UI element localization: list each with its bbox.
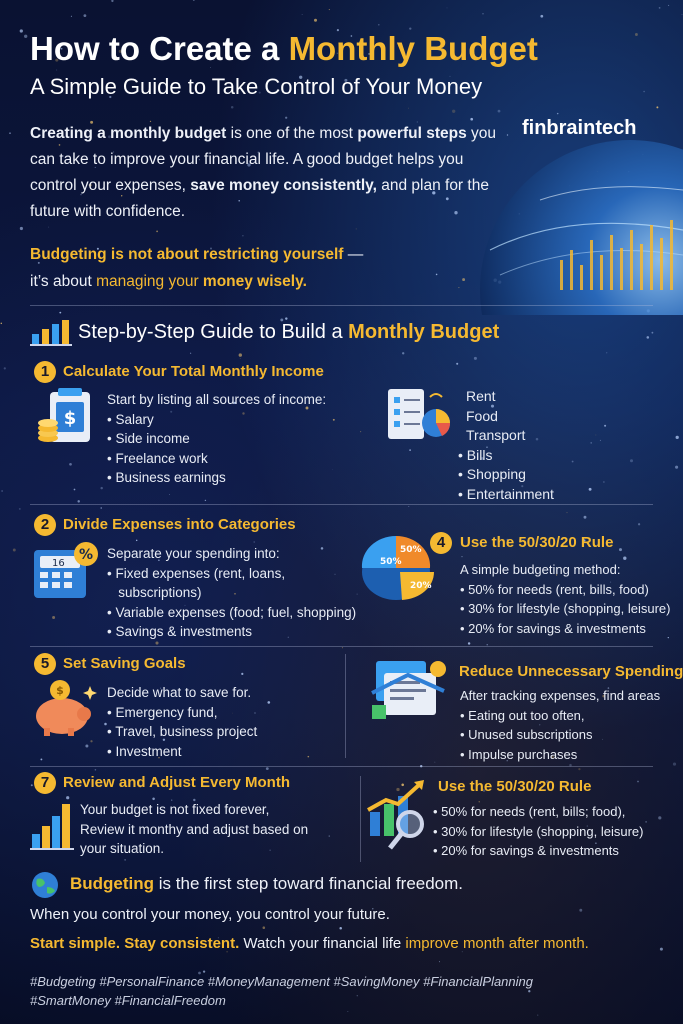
star bbox=[85, 745, 88, 748]
star bbox=[20, 29, 23, 32]
star bbox=[77, 500, 79, 502]
brand-logo: finbraintech bbox=[522, 117, 637, 139]
list-item: • 50% for needs (rent, bills, food) bbox=[460, 581, 649, 597]
star bbox=[507, 134, 508, 135]
star bbox=[647, 336, 650, 339]
star bbox=[557, 113, 558, 114]
star bbox=[498, 110, 501, 113]
star bbox=[584, 516, 587, 519]
step-7-line: Review it monthy and adjust based on bbox=[80, 821, 309, 837]
star bbox=[242, 235, 243, 236]
growth-chart-icon bbox=[30, 800, 74, 852]
star bbox=[263, 926, 266, 929]
star bbox=[596, 435, 597, 436]
star bbox=[31, 784, 33, 786]
star bbox=[572, 461, 574, 463]
star bbox=[239, 353, 242, 356]
star bbox=[1, 323, 2, 324]
star bbox=[169, 494, 170, 495]
calculator-display: 16 bbox=[52, 558, 65, 569]
list-item: • Variable expenses (food; fuel, shopping) bbox=[107, 604, 357, 620]
star bbox=[604, 425, 606, 427]
star bbox=[643, 91, 645, 93]
star bbox=[285, 117, 287, 119]
step-2-body bbox=[107, 544, 356, 642]
footer-highlight: Start simple. Stay consistent. bbox=[30, 935, 240, 952]
star bbox=[603, 481, 604, 482]
checklist-icon bbox=[384, 385, 454, 445]
step-2-title: Divide Expenses into Categories bbox=[63, 516, 296, 533]
receipt-icon bbox=[368, 655, 448, 727]
star bbox=[24, 35, 27, 38]
star bbox=[314, 19, 317, 22]
svg-text:$: $ bbox=[56, 684, 64, 697]
list-item: • 30% for lifestyle (shopping, leisure) bbox=[433, 823, 644, 839]
list-item: • Shopping bbox=[458, 466, 526, 482]
star bbox=[266, 767, 269, 770]
intro-run: save money consistently, bbox=[190, 177, 377, 194]
star bbox=[9, 132, 11, 134]
guide-heading-text: Step-by-Step Guide to Build a bbox=[78, 321, 349, 343]
step-4-body bbox=[460, 560, 670, 638]
list-item: • Freelance work bbox=[107, 450, 208, 466]
star bbox=[676, 436, 679, 439]
star bbox=[83, 14, 86, 17]
pie-label: 50% bbox=[400, 545, 422, 555]
divider bbox=[30, 504, 653, 505]
star bbox=[90, 740, 92, 742]
star bbox=[19, 508, 21, 510]
intro-run: powerful steps bbox=[357, 125, 467, 142]
star bbox=[339, 927, 342, 930]
star bbox=[402, 352, 404, 354]
coins-icon bbox=[38, 419, 58, 442]
step-7-number: 7 bbox=[34, 772, 56, 794]
list-item: • Bills bbox=[458, 446, 493, 463]
star bbox=[434, 762, 435, 763]
intro-paragraph bbox=[30, 121, 500, 225]
list-item: • 20% for savings & investments bbox=[460, 620, 646, 636]
footer-highlight: Budgeting bbox=[70, 874, 155, 893]
step-7-line: your situation. bbox=[80, 841, 165, 856]
star bbox=[40, 758, 42, 760]
star bbox=[619, 548, 622, 551]
star bbox=[240, 358, 241, 359]
star bbox=[635, 33, 638, 36]
star bbox=[342, 647, 343, 648]
svg-text:%: % bbox=[78, 547, 94, 563]
star bbox=[468, 642, 470, 644]
page-subtitle: A Simple Guide to Take Control of Your Money bbox=[30, 74, 483, 99]
star bbox=[59, 312, 61, 314]
list-item: • 30% for lifestyle (shopping, leisure) bbox=[460, 601, 671, 616]
star bbox=[408, 506, 409, 507]
star bbox=[682, 14, 683, 15]
list-item: subscriptions) bbox=[107, 585, 202, 600]
reduce-lead: After tracking expenses, find areas bbox=[460, 688, 661, 703]
list-item: • Savings & investments bbox=[107, 624, 253, 639]
intro-run: you can take to improve your financial life. A good budget helps you control your expenses, bbox=[30, 125, 497, 194]
star bbox=[308, 756, 310, 758]
step-1-lead: Start by listing all sources of income: bbox=[107, 392, 327, 407]
intro-emphasis-line2: it’s about bbox=[30, 273, 97, 290]
step-5-number: 5 bbox=[34, 653, 56, 675]
list-item: • 50% for needs (rent, bills; food), bbox=[433, 804, 626, 819]
title-highlight: Monthly Budget bbox=[288, 30, 538, 67]
star bbox=[668, 5, 669, 6]
footer-line-1 bbox=[70, 874, 463, 894]
intro-emphasis-hl1: managing your bbox=[96, 273, 203, 290]
star bbox=[205, 500, 206, 501]
star bbox=[332, 469, 333, 470]
list-item: • Salary bbox=[107, 411, 154, 427]
star bbox=[66, 796, 69, 799]
list-item: Rent bbox=[466, 388, 496, 404]
list-item: • Eating out too often, bbox=[460, 707, 585, 723]
star bbox=[156, 231, 158, 233]
star bbox=[474, 357, 477, 360]
star bbox=[660, 948, 663, 951]
hashtags bbox=[30, 972, 533, 1010]
star bbox=[71, 16, 72, 17]
star bbox=[329, 836, 330, 837]
star bbox=[408, 108, 409, 109]
title-text: How to Create a bbox=[30, 30, 289, 67]
earth-icon bbox=[31, 871, 59, 899]
step-4-lead: A simple budgeting method: bbox=[460, 562, 621, 577]
footer-line-3 bbox=[30, 935, 589, 952]
intro-run: is one of the most bbox=[226, 125, 358, 142]
star bbox=[285, 317, 287, 319]
star bbox=[124, 859, 125, 860]
step-5-title: Set Saving Goals bbox=[63, 655, 186, 672]
star bbox=[52, 616, 55, 619]
step-4-title: Use the 50/30/20 Rule bbox=[460, 534, 614, 551]
hashtag-line: #Budgeting #PersonalFinance #MoneyManagement #SavingMoney #FinancialPlanning bbox=[30, 974, 533, 989]
divider bbox=[30, 646, 653, 647]
star bbox=[1, 490, 3, 492]
star bbox=[100, 487, 102, 489]
star bbox=[254, 541, 255, 542]
step-7-body bbox=[80, 800, 308, 859]
hashtag-line: #SmartMoney #FinancialFreedom bbox=[30, 993, 226, 1008]
star bbox=[482, 13, 483, 14]
list-item: • Side income bbox=[107, 431, 190, 446]
star bbox=[579, 909, 582, 912]
star bbox=[439, 961, 440, 962]
step-5-lead: Decide what to save for. bbox=[107, 685, 252, 700]
expense-list bbox=[458, 387, 554, 504]
star bbox=[267, 701, 270, 704]
star bbox=[56, 69, 57, 70]
star bbox=[456, 363, 458, 365]
list-item: • Fixed expenses (rent, loans, bbox=[107, 565, 286, 581]
step-2-lead: Separate your spending into: bbox=[107, 546, 280, 561]
list-item: • Unused subscriptions bbox=[460, 727, 593, 742]
star bbox=[537, 1015, 538, 1016]
divider bbox=[30, 305, 653, 306]
star bbox=[190, 353, 191, 354]
star bbox=[673, 763, 676, 766]
step-2-number: 2 bbox=[34, 514, 56, 536]
list-item: • Entertainment bbox=[458, 485, 554, 502]
step-5-body bbox=[107, 683, 257, 761]
star bbox=[329, 9, 330, 10]
star bbox=[409, 449, 411, 451]
column-divider bbox=[345, 654, 346, 758]
step-1-number: 1 bbox=[34, 361, 56, 383]
star bbox=[630, 459, 633, 462]
star bbox=[567, 512, 568, 513]
pie-label: 20% bbox=[410, 581, 432, 591]
star bbox=[20, 227, 23, 230]
star bbox=[356, 228, 357, 229]
star bbox=[155, 641, 158, 644]
magnifier-icon bbox=[366, 776, 432, 856]
percent-icon bbox=[74, 542, 98, 566]
intro-emphasis bbox=[30, 241, 480, 295]
svg-text:$: $ bbox=[63, 408, 77, 429]
star bbox=[637, 781, 639, 783]
star bbox=[13, 549, 16, 552]
star bbox=[193, 0, 195, 1]
star bbox=[656, 106, 658, 108]
star bbox=[69, 463, 72, 466]
star bbox=[658, 816, 661, 819]
column-divider bbox=[360, 776, 361, 862]
star bbox=[231, 106, 234, 109]
step-7-line: Your budget is not fixed forever, bbox=[80, 802, 270, 817]
rule-2-title: Use the 50/30/20 Rule bbox=[438, 778, 592, 795]
star bbox=[645, 821, 647, 823]
star bbox=[111, 0, 113, 2]
star bbox=[675, 466, 678, 469]
list-item: • Investment bbox=[107, 743, 182, 759]
star bbox=[651, 332, 653, 334]
pie-label: 50% bbox=[380, 557, 402, 567]
star bbox=[4, 367, 6, 369]
star bbox=[378, 24, 380, 26]
guide-heading-highlight: Monthly Budget bbox=[348, 321, 500, 343]
star bbox=[589, 488, 592, 491]
document-dollar-icon bbox=[36, 388, 98, 450]
footer-text: Watch your financial life bbox=[239, 935, 406, 952]
step-1-title: Calculate Your Total Monthly Income bbox=[63, 363, 324, 380]
rule-2-body bbox=[433, 802, 643, 861]
star bbox=[74, 489, 76, 491]
piggy-bank-icon bbox=[30, 678, 100, 738]
intro-emphasis-highlight: Budgeting is not about restricting yourself bbox=[30, 246, 344, 263]
list-item: • 20% for savings & investments bbox=[433, 843, 619, 858]
footer-line-2: When you control your money, you control your future. bbox=[30, 906, 390, 923]
guide-heading bbox=[78, 321, 499, 344]
divider bbox=[30, 766, 653, 767]
star bbox=[333, 419, 335, 421]
star bbox=[101, 507, 102, 508]
star bbox=[360, 431, 361, 432]
star bbox=[348, 1011, 349, 1012]
star bbox=[590, 442, 592, 444]
footer-highlight: improve month after month. bbox=[405, 935, 589, 952]
star bbox=[48, 227, 49, 228]
list-item: • Business earnings bbox=[107, 470, 226, 485]
step-1-body bbox=[107, 390, 326, 488]
list-item: • Impulse purchases bbox=[460, 746, 578, 762]
star bbox=[606, 352, 607, 353]
star bbox=[461, 556, 462, 557]
step-4-number: 4 bbox=[430, 532, 452, 554]
star bbox=[540, 15, 543, 18]
intro-emphasis-dash: — bbox=[343, 246, 364, 263]
star bbox=[95, 769, 97, 771]
star bbox=[600, 440, 601, 441]
step-7-title: Review and Adjust Every Month bbox=[63, 774, 290, 791]
page-title bbox=[30, 30, 538, 68]
star bbox=[638, 523, 640, 525]
star bbox=[136, 540, 137, 541]
list-item: • Travel, business project bbox=[107, 724, 258, 739]
intro-emphasis-hl2: money wisely. bbox=[202, 273, 307, 290]
star bbox=[659, 7, 661, 9]
star bbox=[302, 14, 303, 15]
footer-text: is the first step toward financial freedom. bbox=[154, 874, 464, 893]
star bbox=[452, 110, 455, 113]
star bbox=[447, 8, 448, 9]
reduce-title: Reduce Unnecessary Spending bbox=[459, 663, 683, 680]
list-item: • Emergency fund, bbox=[107, 704, 218, 720]
reduce-body bbox=[460, 686, 660, 764]
list-item: Food bbox=[466, 407, 498, 424]
calculator-icon bbox=[32, 542, 100, 604]
intro-run: Creating a monthly budget bbox=[30, 125, 227, 142]
list-item: Transport bbox=[466, 427, 526, 443]
intro-run: and plan for the future with confidence. bbox=[30, 177, 489, 220]
star bbox=[241, 673, 243, 675]
pie-chart-icon bbox=[358, 528, 438, 604]
bar-chart-icon bbox=[30, 320, 72, 346]
star bbox=[578, 768, 580, 770]
